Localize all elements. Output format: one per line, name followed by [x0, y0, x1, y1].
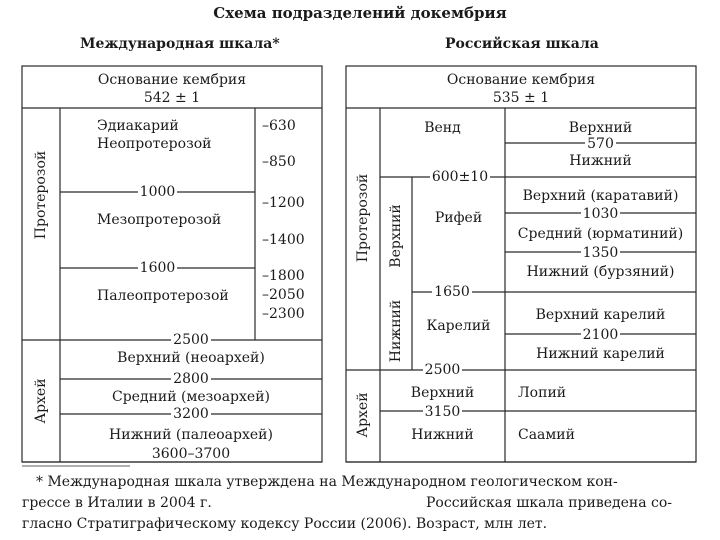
ru-sub-saamian: Саамий [518, 427, 575, 443]
ru-boundary-2500: 2500 [424, 362, 461, 378]
footnote-line-3: гласно Стратиграфическому кодексу России (2006). Возраст, млн лет. [22, 516, 548, 532]
ru-group-archean: Архей [355, 392, 371, 438]
ru-base-label: Основание кембрия [446, 72, 596, 88]
ru-scale-header: Российская шкала [445, 36, 599, 52]
intl-boundary-2500: 2500 [173, 332, 209, 348]
ru-sub-kar-upper: Верхний карелий [535, 307, 666, 323]
intl-boundary-2800: 2800 [173, 371, 209, 387]
intl-boundary-3200: 3200 [173, 406, 209, 422]
ru-sub-kar-lower: Нижний карелий [536, 346, 665, 362]
ru-unit-arch-upper: Верхний [410, 385, 475, 401]
intl-boundary-1600: 1600 [139, 260, 176, 276]
ru-sub-lopian: Лопий [518, 385, 567, 401]
intl-era-mesoproterozoic: Мезопротерозой [97, 212, 222, 228]
intl-era-paleoarchean: Нижний (палеоархей) [109, 427, 273, 443]
intl-era-neoarchean: Верхний (неоархей) [117, 350, 265, 366]
ru-base-value: 535 ± 1 [492, 90, 550, 106]
footnote-line-2a: грессе в Италии в 2004 г. [22, 495, 212, 511]
intl-age-label: –1400 [262, 232, 305, 248]
ru-boundary-600: 600±10 [431, 169, 489, 185]
ru-sub-upper-proterozoic: Верхний [388, 204, 404, 268]
intl-boundary-1000: 1000 [139, 184, 176, 200]
page-title: Схема подразделений докембрия [213, 4, 507, 22]
footnote-line-2b: Российская шкала приведена со- [426, 495, 673, 511]
ru-unit-riphean: Рифей [434, 210, 483, 226]
ru-unit-karelian: Карелий [426, 318, 491, 334]
intl-scale-header: Международная шкала* [80, 36, 280, 52]
ru-sub-riph-upper: Верхний (каратавий) [522, 188, 679, 204]
intl-group-archean: Архей [33, 378, 49, 424]
intl-era-ediacaran: Эдиакарий [97, 118, 179, 134]
ru-sub-vend-upper: Верхний [568, 120, 633, 136]
ru-sub-lower-proterozoic: Нижний [388, 299, 404, 363]
ru-boundary-1650: 1650 [434, 284, 470, 300]
intl-base-value: 542 ± 1 [143, 90, 201, 106]
intl-age-label: –850 [262, 154, 296, 170]
intl-era-neoproterozoic: Неопротерозой [97, 136, 212, 152]
ru-boundary-1030: 1030 [582, 206, 619, 222]
ru-sub-riph-middle: Средний (юрматиний) [517, 226, 684, 242]
ru-sub-riph-lower: Нижний (бурзяний) [526, 264, 675, 280]
intl-era-paleoproterozoic: Палеопротерозой [97, 288, 229, 304]
intl-age-label: –2300 [262, 306, 305, 322]
ru-boundary-570: 570 [587, 136, 614, 152]
intl-age-label: –2050 [262, 287, 305, 303]
intl-boundary-3600: 3600–3700 [151, 446, 231, 462]
intl-age-label: –1800 [262, 268, 305, 284]
intl-group-proterozoic: Протерозой [33, 150, 49, 240]
intl-age-label: –1200 [262, 195, 305, 211]
ru-boundary-1350: 1350 [582, 245, 619, 261]
ru-boundary-2100: 2100 [582, 327, 619, 343]
ru-unit-arch-lower: Нижний [411, 427, 474, 443]
footnote-line-1: * Международная шкала утверждена на Международном геологическом кон- [36, 474, 618, 490]
intl-base-label: Основание кембрия [97, 72, 247, 88]
ru-boundary-3150: 3150 [424, 404, 461, 420]
ru-sub-vend-lower: Нижний [569, 153, 632, 169]
intl-age-label: –630 [262, 118, 296, 134]
ru-group-proterozoic: Протерозой [355, 173, 371, 263]
intl-era-mesoarchean: Средний (мезоархей) [111, 389, 270, 405]
ru-unit-vend: Венд [424, 120, 461, 136]
